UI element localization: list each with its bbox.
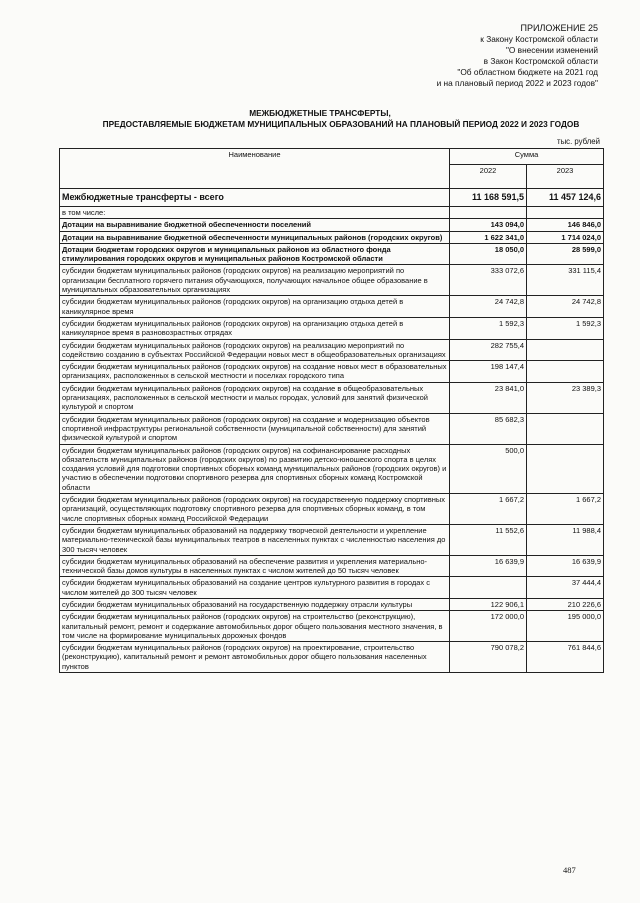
title-line-2: ПРЕДОСТАВЛЯЕМЫЕ БЮДЖЕТАМ МУНИЦИПАЛЬНЫХ ОБРАЗОВАНИЙ НА ПЛАНОВЫЙ ПЕРИОД 2022 И 2023 ГОДОВ [102,119,580,129]
header-line: к Закону Костромской области [480,34,598,44]
row-value-2023: 1 667,2 [527,494,604,525]
row-value-2022: 1 622 341,0 [450,231,527,243]
column-header-sum: Сумма [450,149,604,165]
row-name: субсидии бюджетам муниципальных образований на создание центров культурного развития в городах с числом жителей до 300 тысяч человек [60,577,450,599]
row-value-2023: 1 592,3 [527,317,604,339]
row-name: субсидии бюджетам муниципальных образований на обеспечение развития и укрепления материально-технической базы домов культуры в населенных пунктах с числом жителей до 50 тысяч человек [60,555,450,577]
units-label: тыс. рублей [557,137,600,146]
header-line: в Закон Костромской области [483,56,598,66]
row-value-2023: 331 115,4 [527,265,604,296]
row-value-2023: 1 714 024,0 [527,231,604,243]
row-name: субсидии бюджетам муниципальных образований на поддержку творческой деятельности и укрепление материально-технической базы муниципальных театров в населенных пунктах с численностью населения до 300 тысяч человек [60,524,450,555]
row-value-2022: 24 742,8 [450,296,527,318]
table-row [60,577,604,599]
row-value-2023 [527,444,604,493]
row-value-2022 [450,577,527,599]
row-value-2023 [527,339,604,361]
transfers-table [59,148,604,673]
row-value-2023: 24 742,8 [527,296,604,318]
row-name: в том числе: [60,207,450,219]
appendix-label: ПРИЛОЖЕНИЕ 25 [520,23,598,33]
row-value-2022: 16 639,9 [450,555,527,577]
row-value-2022: 1 592,3 [450,317,527,339]
table-row [60,524,604,555]
row-value-2022: 143 094,0 [450,219,527,231]
table-row [60,555,604,577]
row-name: субсидии бюджетам муниципальных образований на государственную поддержку отрасли культуры [60,598,450,610]
document-title [0,108,640,130]
row-name: субсидии бюджетам муниципальных районов (городских округов) на строительство (реконструкцию), капитальный ремонт, ремонт и содержание автомобильных дорог общего пользования местного значения, в том числе на формирование муниципальных дорожных фондов [60,611,450,642]
row-value-2023: 37 444,4 [527,577,604,599]
table-row [60,361,604,383]
table-row [60,339,604,361]
table-row [60,413,604,444]
table-row [60,265,604,296]
row-value-2023 [527,207,604,219]
appendix-header [437,23,598,89]
table-row [60,382,604,413]
row-name: субсидии бюджетам муниципальных районов (городских округов) на создание в общеобразовательных организациях, расположенных в сельской местности и малых городах, условий для занятий физической культурой и спортом [60,382,450,413]
row-value-2023: 11 457 124,6 [527,189,604,207]
row-name: субсидии бюджетам муниципальных районов (городских округов) на софинансирование расходных обязательств муниципальных районов (городских округов) по развитию детско-юношеского спорта в целях создания условий для подготовки спортивных сборных команд муниципальных районов (городских округов) и участию в обеспечении подготовки спортивного резерва для спортивных сборных команд Костромской области [60,444,450,493]
row-value-2023: 761 844,6 [527,642,604,673]
row-value-2022: 1 667,2 [450,494,527,525]
row-value-2023: 16 639,9 [527,555,604,577]
row-value-2022: 18 050,0 [450,243,527,265]
row-value-2022: 11 168 591,5 [450,189,527,207]
row-value-2023: 210 226,6 [527,598,604,610]
table-row [60,611,604,642]
row-value-2022: 333 072,6 [450,265,527,296]
table-row [60,444,604,493]
row-name: субсидии бюджетам муниципальных районов (городских округов) на государственную поддержку спортивных организаций, осуществляющих подготовку спортивного резерва для спортивных сборных команд, в том числе спортивных сборных команд Российской Федерации [60,494,450,525]
table-row [60,642,604,673]
column-header-2023: 2023 [527,165,604,189]
row-name: субсидии бюджетам муниципальных районов (городских округов) на организацию отдыха детей в каникулярное время в разновозрастных отрядах [60,317,450,339]
row-name: Дотации на выравнивание бюджетной обеспеченности поселений [60,219,450,231]
table-row [60,207,604,219]
row-name: субсидии бюджетам муниципальных районов (городских округов) на создание новых мест в образовательных организациях, расположенных в сельской местности и поселках городского типа [60,361,450,383]
row-value-2023: 195 000,0 [527,611,604,642]
row-value-2023: 11 988,4 [527,524,604,555]
row-name: субсидии бюджетам муниципальных районов (городских округов) на организацию отдыха детей в каникулярное время [60,296,450,318]
title-line-1: МЕЖБЮДЖЕТНЫЕ ТРАНСФЕРТЫ, [249,108,391,118]
row-value-2022: 198 147,4 [450,361,527,383]
row-value-2023: 23 389,3 [527,382,604,413]
table-row [60,219,604,231]
row-name: субсидии бюджетам муниципальных районов (городских округов) на проектирование, строительство (реконструкцию), капитальный ремонт и ремонт автомобильных дорог общего пользования населенных пунктов [60,642,450,673]
table-row [60,317,604,339]
header-line: и на плановый период 2022 и 2023 годов" [436,78,598,88]
page-number: 487 [563,865,576,875]
row-name: субсидии бюджетам муниципальных районов (городских округов) на реализацию мероприятий по содействию созданию в субъектах Российской Федерации новых мест в общеобразовательных организациях [60,339,450,361]
row-value-2022: 172 000,0 [450,611,527,642]
row-value-2023 [527,361,604,383]
header-line: "Об областном бюджете на 2021 год [457,67,598,77]
column-header-name: Наименование [60,149,450,189]
row-value-2023: 28 599,0 [527,243,604,265]
row-name: Межбюджетные трансферты - всего [60,189,450,207]
row-name: субсидии бюджетам муниципальных районов (городских округов) на создание и модернизацию объектов спортивной инфраструктуры региональной собственности (муниципальной собственности) для занятий физической культурой и спортом [60,413,450,444]
header-line: "О внесении изменений [505,45,598,55]
table-row [60,231,604,243]
row-value-2022 [450,207,527,219]
row-value-2022: 11 552,6 [450,524,527,555]
column-header-2022: 2022 [450,165,527,189]
row-name: Дотации на выравнивание бюджетной обеспеченности муниципальных районов (городских округов) [60,231,450,243]
row-value-2022: 85 682,3 [450,413,527,444]
table-row [60,189,604,207]
row-value-2022: 23 841,0 [450,382,527,413]
row-value-2022: 790 078,2 [450,642,527,673]
row-value-2022: 500,0 [450,444,527,493]
row-name: субсидии бюджетам муниципальных районов (городских округов) на реализацию мероприятий по организации бесплатного горячего питания обучающихся, получающих начальное общее образование в муниципальных образовательных организациях [60,265,450,296]
row-name: Дотации бюджетам городских округов и муниципальных районов из областного фонда стимулирования городских округов и муниципальных районов Костромской области [60,243,450,265]
table-row [60,494,604,525]
table-row [60,243,604,265]
row-value-2023 [527,413,604,444]
row-value-2022: 282 755,4 [450,339,527,361]
row-value-2022: 122 906,1 [450,598,527,610]
table-row [60,598,604,610]
row-value-2023: 146 846,0 [527,219,604,231]
table-row [60,296,604,318]
